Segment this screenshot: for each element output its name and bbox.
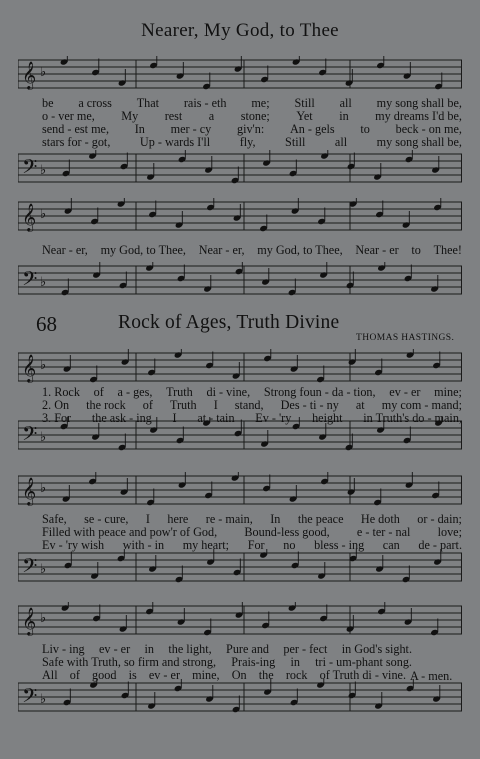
bass-staff-2 — [18, 262, 462, 302]
lyric-syllable: the ask - ing — [91, 411, 152, 425]
lyric-syllable: with - in — [122, 538, 165, 552]
flat-sign-icon: ♭ — [40, 206, 47, 221]
lyric-syllable: the light, — [168, 642, 212, 656]
lyric-syllable: tri - um-phant song. — [315, 655, 412, 669]
lyric-syllable: beck - on me, — [395, 122, 462, 136]
flat-sign-icon: ♭ — [40, 610, 47, 625]
lyric-syllable: All — [42, 668, 58, 682]
flat-sign-icon: ♭ — [40, 274, 47, 289]
lyric-syllable: in God's sight. — [341, 642, 412, 656]
lyric-syllable: fly, — [239, 135, 256, 149]
lyric-syllable: me; — [251, 96, 270, 110]
flat-sign-icon: ♭ — [40, 64, 47, 79]
lyric-syllable: of — [69, 668, 80, 682]
flat-sign-icon: ♭ — [40, 561, 47, 576]
lyric-syllable: no — [283, 538, 296, 552]
lyric-syllable: Safe, — [42, 512, 67, 526]
lyric-syllable: in — [339, 109, 349, 123]
flat-sign-icon: ♭ — [40, 480, 47, 495]
lyric-syllable: the rock — [86, 398, 126, 412]
lyric-syllable: mine, — [192, 668, 220, 682]
treble-staff-3 — [18, 349, 462, 389]
lyric-syllable: Des - ti - ny — [280, 398, 339, 412]
lyric-syllable: rock — [285, 668, 308, 682]
lyric-syllable: Prais-ing — [231, 655, 276, 669]
lyric-syllable: the peace — [297, 512, 344, 526]
lyric-syllable: my God, to Thee, — [100, 243, 186, 257]
lyric-syllable: I — [213, 398, 218, 412]
lyric-syllable: He doth — [360, 512, 400, 526]
lyric-syllable: se - cure, — [84, 512, 129, 526]
lyric-syllable: In — [134, 122, 145, 136]
lyric-syllable: rest — [164, 109, 183, 123]
lyric-syllable: Ev - 'ry wish — [42, 538, 105, 552]
lyric-syllable: mer - cy — [170, 122, 212, 136]
lyric-syllable: 3. For — [42, 411, 72, 425]
lyric-syllable: Near - er, — [198, 243, 245, 257]
treble-staff-4 — [18, 472, 462, 512]
lyric-syllable: bless - ing — [314, 538, 365, 552]
lyric-syllable: to — [360, 122, 370, 136]
lyric-syllable: mine; — [434, 385, 462, 399]
flat-sign-icon: ♭ — [40, 162, 47, 177]
lyric-syllable: at — [355, 398, 365, 412]
lyric-syllable: is — [128, 668, 137, 682]
bass-staff-4 — [18, 549, 462, 589]
treble-clef-icon: 𝄞 — [22, 607, 37, 635]
lyric-syllable: good — [92, 668, 117, 682]
lyric-syllable: Filled with peace and pow'r of God, — [42, 525, 218, 539]
lyric-syllable: giv'n: — [236, 122, 265, 136]
lyric-syllable: For — [247, 538, 265, 552]
treble-clef-icon: 𝄞 — [22, 61, 37, 89]
lyric-syllable: love; — [437, 525, 462, 539]
lyric-syllable: all — [339, 96, 352, 110]
lyric-syllable: ev - er — [99, 642, 131, 656]
lyric-syllable: my dreams I'd be, — [375, 109, 462, 123]
lyric-syllable: stars for - got, — [42, 135, 111, 149]
lyric-syllable: di - vine, — [206, 385, 251, 399]
lyric-syllable: Thee! — [433, 243, 462, 257]
lyric-syllable: Yet — [296, 109, 313, 123]
lyric-line — [42, 136, 462, 149]
lyric-syllable: Truth — [166, 385, 193, 399]
lyric-syllable: That — [136, 96, 160, 110]
bass-clef-icon: 𝄢 — [22, 684, 38, 712]
treble-staff-2 — [18, 198, 462, 238]
lyric-syllable: On — [231, 668, 247, 682]
lyric-syllable: de - part. — [418, 538, 462, 552]
lyric-syllable: my song shall be, — [376, 135, 462, 149]
lyric-syllable: ev - er — [389, 385, 421, 399]
lyric-syllable: in Truth's do - main, — [363, 411, 462, 425]
hymn-title-nearer-my-god: Nearer, My God, to Thee — [141, 20, 339, 41]
flat-sign-icon: ♭ — [40, 357, 47, 372]
lyric-syllable: Still — [294, 96, 315, 110]
lyric-syllable: 2. On — [42, 398, 70, 412]
lyric-syllable: o - ver me, — [42, 109, 95, 123]
lyric-syllable: height — [312, 411, 343, 425]
refrain-line — [42, 244, 462, 257]
lyric-syllable: I — [172, 411, 177, 425]
lyric-syllable: Safe with Truth, so firm and strong, — [42, 655, 217, 669]
hymn-number: 68 — [36, 312, 57, 336]
lyric-syllable: re - main, — [205, 512, 253, 526]
lyric-syllable: Near - er — [355, 243, 399, 257]
lyric-syllable: Ev - 'ry — [255, 411, 292, 425]
lyric-syllable: Truth — [169, 398, 197, 412]
lyric-syllable: ev - er — [148, 668, 180, 682]
amen-label: A - men. — [410, 669, 453, 683]
lyric-line — [42, 669, 406, 682]
lyric-syllable: my song shall be, — [376, 96, 462, 110]
lyric-syllable: can — [382, 538, 400, 552]
lyric-syllable: be — [42, 96, 54, 110]
lyric-syllable: Pure and — [226, 642, 270, 656]
lyric-syllable: the — [258, 668, 274, 682]
bass-staff-1 — [18, 150, 462, 190]
lyric-syllable: in — [144, 642, 154, 656]
lyric-syllable: I — [145, 512, 150, 526]
lyric-syllable: a cross — [78, 96, 112, 110]
lyric-syllable: my heart; — [182, 538, 230, 552]
lyric-syllable: my com - mand; — [381, 398, 462, 412]
lyric-syllable: a — [208, 109, 215, 123]
composer-credit: THOMAS HASTINGS. — [356, 333, 455, 343]
lyric-syllable: stone; — [240, 109, 270, 123]
lyric-syllable: Still — [285, 135, 306, 149]
bass-clef-icon: 𝄢 — [22, 155, 38, 183]
lyric-syllable: all — [334, 135, 348, 149]
lyric-syllable: or - dain; — [417, 512, 462, 526]
lyric-line — [42, 539, 462, 552]
treble-staff-1 — [18, 56, 462, 96]
lyric-syllable: rais - eth — [183, 96, 227, 110]
lyric-syllable: My — [121, 109, 139, 123]
lyric-syllable: An - gels — [289, 122, 335, 136]
lyric-syllable: In — [270, 512, 281, 526]
lyric-syllable: 1. Rock — [42, 385, 80, 399]
treble-clef-icon: 𝄞 — [22, 354, 37, 382]
treble-staff-5 — [18, 602, 462, 642]
lyric-syllable: send - est me, — [42, 122, 110, 136]
treble-clef-icon: 𝄞 — [22, 477, 37, 505]
lyric-line — [42, 412, 462, 425]
lyric-syllable: at - tain — [197, 411, 235, 425]
lyric-syllable: Bound-less good, — [244, 525, 330, 539]
hymn-title: Rock of Ages, Truth Divine — [118, 312, 340, 333]
lyric-syllable: of Truth di - vine. — [319, 668, 406, 682]
lyric-syllable: Liv - ing — [42, 642, 85, 656]
lyric-syllable: of — [142, 398, 153, 412]
lyric-syllable: here — [167, 512, 189, 526]
lyric-syllable: in — [290, 655, 300, 669]
bass-staff-5 — [18, 679, 462, 719]
lyric-syllable: e - ter - nal — [356, 525, 411, 539]
lyric-syllable: Near - er, — [42, 243, 88, 257]
lyric-syllable: to — [411, 243, 421, 257]
bass-clef-icon: 𝄢 — [22, 422, 38, 450]
bass-clef-icon: 𝄢 — [22, 267, 38, 295]
lyric-syllable: Strong foun - da - tion, — [263, 385, 376, 399]
lyric-syllable: a - ges, — [117, 385, 153, 399]
bass-clef-icon: 𝄢 — [22, 554, 38, 582]
lyric-syllable: of — [93, 385, 104, 399]
lyric-syllable: my God, to Thee, — [257, 243, 343, 257]
lyric-syllable: Up - wards I'll — [139, 135, 211, 149]
flat-sign-icon: ♭ — [40, 429, 47, 444]
treble-clef-icon: 𝄞 — [22, 203, 37, 231]
lyric-syllable: per - fect — [283, 642, 328, 656]
lyric-syllable: stand, — [234, 398, 264, 412]
flat-sign-icon: ♭ — [40, 691, 47, 706]
